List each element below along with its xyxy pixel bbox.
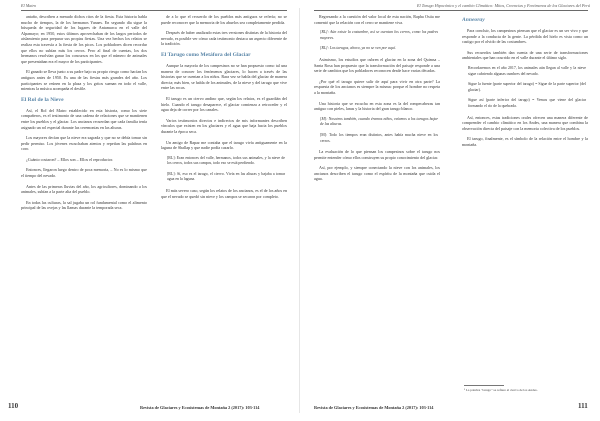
page-number-right: 111 (578, 402, 588, 410)
quote-block (314, 46, 440, 52)
right-page-column-2 (462, 14, 588, 382)
body-paragraph: Así, el Rol del Matro establecido en esta historia, como los siete compañeros, es el testimonio de una cadena de relaciones que se mantienen entre los pueblos y el glaciar. Los ancianos recuerdan que cada familia tenía asignado un rol especial durante las ceremonias en las alturas. (21, 107, 147, 130)
body-paragraph: Aunque la mayoría de los campesinos no se han propuesto como tal una manera de conocer los fenómenos glaciares, lo hacen a través de las historias que se cuentan a los niños. Rara vez se habla del glaciar de manera directa; más bien, se habla de los animales, de la nieve y del tarugo que vive entre las rocas. (161, 62, 287, 91)
body-paragraph: El ganado se lleva junto a su padre bajo su propio riesgo como hacían los antiguos antes de 1950. Es una de las fiestas más grandes del año. Los participantes se reúnen en la plaza y los gritos suenan en todo el valle, mientras la música acompaña el desfile. (21, 69, 147, 92)
interview-quote: [RL]: Eran entonces del valle, hermanos, todos sus animales, y la nieve de los cerros, todos sus campos, todo eso se está perdiendo. (167, 155, 285, 166)
body-paragraph: Una historia que se escucha en esta zona es la del rompecabezas tan antiguo con pieles, lanas y la historia del gran tarugo blanco. (314, 100, 440, 112)
footer-right: Revista de Glaciares y Ecosistemas de Montaña 2 (2017): 103-114 (314, 405, 434, 410)
quote-block (161, 172, 287, 183)
body-paragraph: Asimismo, los estudios que cubren el glaciar en la zona del Quimsa – Santa Rosa han propuesto que la transformación del paisaje responde a una serie de cambios que los pobladores reconocen desde hace varias décadas. (314, 56, 440, 74)
footnote: ¹ La palabra "tarugo" se refiere al ciervo de los Andes. (464, 388, 538, 392)
body-paragraph: El tarugo, finalmente, es el símbolo de la relación entre el hombre y la montaña. (462, 136, 588, 147)
body-paragraph: El tarugo es un ciervo andino que, según los relatos, es el guardián del hielo. Cuando el tarugo desaparece, el glaciar comienza a retroceder y el agua deja de correr por los canales. (161, 95, 287, 113)
quote-block (462, 98, 588, 109)
running-head-right: El Tarugo Hipocónico y el cambio Climático: Mitos, Creencias y Fenómenos de los Glaciares del Perú (416, 3, 590, 8)
footer-left: Revista de Glaciares y Ecosistemas de Montaña 2 (2017): 103-114 (140, 405, 260, 410)
body-paragraph: Después de haber analizado estas tres versiones distintas de la historia del nevado, es posible ver cómo cada testimonio destaca un aspecto diferente de la tradición. (161, 30, 287, 47)
right-page (300, 0, 600, 421)
body-paragraph: Así, entonces, estas tradiciones orales ofrecen una manera diferente de comprender el cambio climático en los Andes, una manera que combina la observación directa del paisaje con la memoria colectiva de los pueblos. (462, 114, 588, 131)
page-number-left: 110 (8, 402, 19, 410)
interview-quote: [M]: Todo los tiempos eran distintos, antes había mucha nieve en los cerros. (320, 132, 438, 143)
section-heading: El Tarugo como Metáfora del Glaciar (161, 51, 251, 58)
left-page-column-1 (21, 14, 147, 397)
body-paragraph: ¿Por qué el tarugo quiere salir de aquí para vivir en otra parte? La respuesta de los ancianos es siempre la misma: porque el hombre no respeta a la montaña. (314, 78, 440, 95)
interview-quote: Sigue así (parte inferior del tarugo) = Vemos que viene del glaciar formando el río de la quebrada. (468, 98, 586, 108)
body-paragraph: Antes de las primeras lluvias del año, los agricultores, dominando a los animales, subían a la parte alta del pueblo. (21, 183, 147, 195)
body-paragraph: antaño, describen a menudo dichos ritos de la fiesta. Esta historia habla mucho de tiempos, la de los hermanos Yanaes. En segundo día sigue la búsqueda de seguridad de los lugares de Antamarca en el valle del Alpamayo; en 1950, estos últimos aprovechaban de los largos periodos de aislamiento para preparar sus propias fiestas. Una vez hechos los relatos se realiza esta travesía a la fiesta de los picos. Los pobladores dicen recordar que ellos no subían más los cerros. Pero al final de cuentas, los dos hermanos resolvían ganar los concursos en los que el número de animales que presentaban era el mayor de los participantes. (21, 14, 147, 64)
body-paragraph: Así, por ejemplo, y siempre conectando la nieve con los animales, los ancianos describen el tarugo como el espíritu de la montaña que cuida el agua. (314, 165, 440, 182)
interview-quote: [M]: Nosotros también, cuando éramos niños, veíamos a los tarugos bajar de las alturas. (320, 116, 438, 127)
body-paragraph: Sus recuerdos también dan cuenta de una serie de transformaciones ambientales que han ocurrido en el valle durante el último siglo. (462, 49, 588, 61)
quote-block (314, 117, 440, 128)
body-paragraph: Regresando a la cuestión del valor local de esta nación, Rapha Ostia me comentó que la relación con el cerro se mantiene viva. (314, 14, 440, 25)
interview-quote: Recordaremos en el año 2017, los animales aún llegan al valle y la nieve sigue cubriendo algunas cumbres del nevado. (468, 65, 586, 76)
interview-quote: [RL]: Sí, eso es el tarugo, el ciervo. Vivía en las alturas y bajaba a tomar agua en la laguna. (167, 171, 285, 182)
body-paragraph: Un amigo de Rapaz me contaba que el tarugo vivía antiguamente en la laguna de Shallap y que nadie podía cazarlo. (161, 139, 287, 151)
left-page-column-2 (161, 14, 287, 397)
quote-block (314, 133, 440, 144)
body-paragraph: El más severo caso, según los relatos de los ancianos, es el de los años en que el nevado se quedó sin nieve y los campos se secaron por completo. (161, 188, 287, 199)
body-paragraph: Varios testimonios directos e indirectos de mis informantes describen vínculos que existen en los glaciares y el agua que baja hacia los pueblos durante la época seca. (161, 117, 287, 134)
body-paragraph: En todas las culturas, la sal jugaba un rol fundamental como el alimento principal de las ovejas y las llamas durante la temporada seca. (21, 199, 147, 211)
running-head-left: El Matro (21, 3, 37, 8)
quote-block (314, 30, 440, 41)
body-paragraph: Los mayores decían que la nieve era sagrada y que no se debía tomar sin pedir permiso. Los jóvenes escuchaban atentos y repetían las palabras en coro. (21, 135, 147, 152)
body-paragraph: Para concluir, los campesinos piensan que el glaciar es un ser vivo y que responde a la conducta de la gente. La pérdida del hielo es vista como un castigo por el olvido de las costumbres. (462, 28, 588, 45)
body-paragraph: Entonces, llegaron luego dentro de poca memoria, – No es lo mismo que el tiempo del nevado. (21, 167, 147, 179)
right-page-column-1 (314, 14, 440, 397)
quote-block (462, 82, 588, 93)
body-paragraph: La evaluación de lo que piensan los campesinos sobre el tarugo nos permite entender cómo ellos construyen su propio conocimiento del glaciar. (314, 149, 440, 160)
footnote-rule (464, 385, 504, 386)
section-heading: Anneoray (462, 17, 485, 23)
interview-quote: Sigue la fuente (parte superior del tarugo) = Sigue de la parte superior (del glaciar). (468, 82, 586, 92)
interview-quote: [RL]: Los tarugos, ahora, ya no se ven por aquí. (320, 46, 396, 51)
header-rule-right (314, 10, 588, 11)
section-heading: El Rol de la Nieve (21, 96, 64, 103)
quote-block (462, 66, 588, 77)
header-rule-left (21, 10, 287, 11)
quote-block (161, 156, 287, 167)
interview-quote: [RL]: Aún existe la costumbre, así se cuentan los cerros, como los padres mayores. (320, 30, 438, 40)
body-paragraph: ¿Cuánto costaron? – Ellos son – Ellos el reproductor. (26, 156, 113, 162)
body-paragraph: de a lo que el recuerdo de los pueblos más antiguos se refería; no se puede reconocer que la memoria de los abuelos sea completamente perdida. (161, 14, 287, 25)
